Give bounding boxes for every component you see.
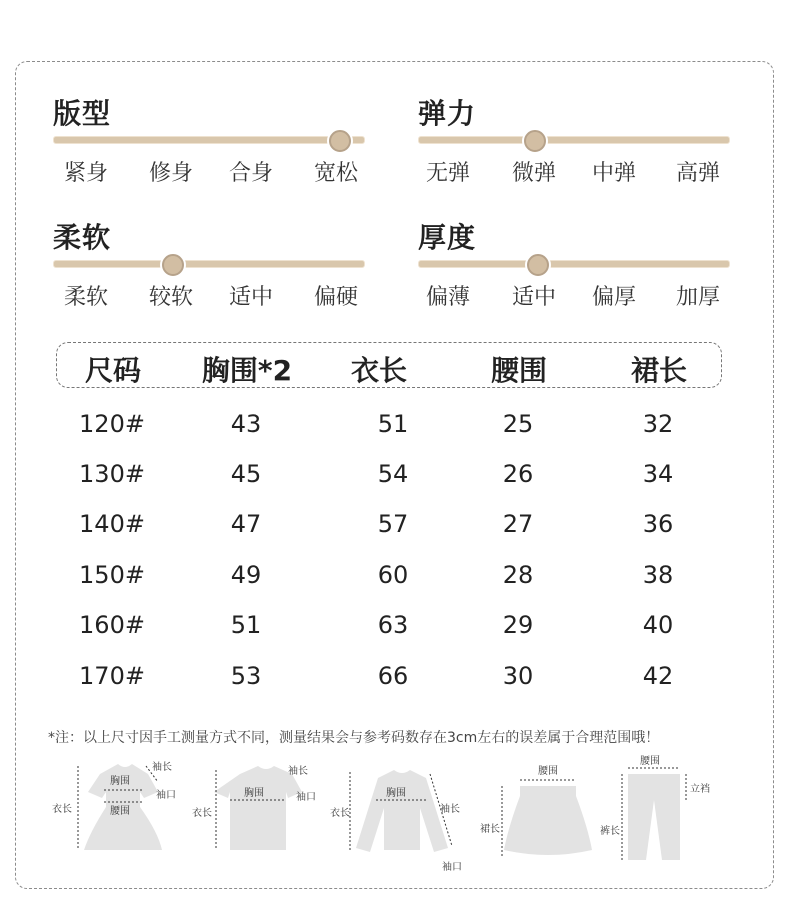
dress-sleeve-label: 袖长 bbox=[152, 762, 172, 773]
cell-chest: 53 bbox=[230, 662, 262, 690]
tshirt-sleeve-label: 袖长 bbox=[288, 766, 308, 777]
attr-thickness-knob bbox=[527, 254, 549, 276]
cell-length: 63 bbox=[377, 611, 409, 639]
dress-cuff-label: 袖口 bbox=[156, 790, 176, 801]
attr-softness-options bbox=[53, 280, 365, 310]
cell-skirt-length: 40 bbox=[642, 611, 674, 639]
cell-chest: 51 bbox=[230, 611, 262, 639]
fit-option-2: 修身 bbox=[148, 161, 194, 186]
fit-option-4: 宽松 bbox=[313, 161, 359, 186]
measurement-note: *注：以上尺寸因手工测量方式不同，测量结果会与参考码数存在3cm左右的误差属于合理范围哦！ bbox=[48, 730, 660, 746]
pants-diagram bbox=[600, 755, 710, 860]
softness-option-4: 偏硬 bbox=[313, 285, 359, 310]
size-table-header bbox=[56, 342, 722, 388]
attr-thickness-title: 厚度 bbox=[418, 221, 477, 254]
dress-length-label: 衣长 bbox=[52, 804, 72, 815]
cell-skirt-length: 32 bbox=[642, 410, 674, 438]
attr-softness-track bbox=[53, 260, 365, 268]
cell-length: 66 bbox=[377, 662, 409, 690]
tshirt-chest-label: 胸围 bbox=[244, 788, 264, 799]
stretch-option-1: 无弹 bbox=[425, 161, 471, 186]
cell-skirt-length: 42 bbox=[642, 662, 674, 690]
header-waist: 腰围 bbox=[490, 354, 548, 387]
attr-stretch-title: 弹力 bbox=[418, 97, 477, 130]
softness-option-3: 适中 bbox=[228, 285, 274, 310]
softness-option-2: 较软 bbox=[148, 285, 194, 310]
cell-chest: 49 bbox=[230, 561, 262, 589]
attr-thickness-track bbox=[418, 260, 730, 268]
header-skirt-length: 裙长 bbox=[630, 354, 688, 387]
cell-waist: 30 bbox=[502, 662, 534, 690]
thickness-option-1: 偏薄 bbox=[425, 285, 471, 310]
softness-option-1: 柔软 bbox=[63, 285, 109, 310]
cell-size: 160# bbox=[79, 611, 145, 639]
cell-size: 140# bbox=[79, 510, 145, 538]
cell-length: 51 bbox=[377, 410, 409, 438]
cell-length: 57 bbox=[377, 510, 409, 538]
attr-softness-title: 柔软 bbox=[53, 221, 112, 254]
pants-length-label: 裤长 bbox=[600, 826, 620, 837]
skirt-shape bbox=[504, 786, 592, 855]
table-row bbox=[0, 662, 790, 702]
cell-length: 54 bbox=[377, 460, 409, 488]
longsleeve-length-label: 衣长 bbox=[330, 808, 350, 819]
attr-stretch-knob bbox=[524, 130, 546, 152]
tshirt-diagram bbox=[192, 764, 316, 850]
dress-chest-label: 胸围 bbox=[110, 776, 130, 787]
tshirt-length-label: 衣长 bbox=[192, 808, 212, 819]
thickness-option-4: 加厚 bbox=[675, 285, 721, 310]
cell-size: 150# bbox=[79, 561, 145, 589]
cell-waist: 29 bbox=[502, 611, 534, 639]
pants-shape bbox=[628, 774, 680, 860]
pants-waist-label: 腰围 bbox=[640, 756, 660, 767]
attr-fit-title: 版型 bbox=[53, 97, 112, 130]
cell-skirt-length: 38 bbox=[642, 561, 674, 589]
cell-waist: 25 bbox=[502, 410, 534, 438]
cell-waist: 28 bbox=[502, 561, 534, 589]
measurement-diagrams bbox=[40, 752, 740, 876]
attr-stretch-options bbox=[418, 156, 730, 186]
stretch-option-2: 微弹 bbox=[511, 161, 557, 186]
cell-chest: 43 bbox=[230, 410, 262, 438]
cell-size: 170# bbox=[79, 662, 145, 690]
attr-softness-knob bbox=[162, 254, 184, 276]
attr-fit-track bbox=[53, 136, 365, 144]
cell-size: 130# bbox=[79, 460, 145, 488]
dress-diagram bbox=[52, 760, 176, 850]
longsleeve-diagram bbox=[330, 770, 462, 873]
cell-length: 60 bbox=[377, 561, 409, 589]
table-row bbox=[0, 410, 790, 450]
header-size: 尺码 bbox=[84, 354, 142, 387]
skirt-length-label: 裙长 bbox=[480, 824, 500, 835]
table-row bbox=[0, 611, 790, 651]
skirt-waist-label: 腰围 bbox=[538, 766, 558, 777]
dress-waist-label: 腰围 bbox=[110, 806, 130, 817]
cell-chest: 45 bbox=[230, 460, 262, 488]
header-chest: 胸围*2 bbox=[201, 354, 293, 387]
cell-size: 120# bbox=[79, 410, 145, 438]
cell-waist: 27 bbox=[502, 510, 534, 538]
attr-thickness-options bbox=[418, 280, 730, 310]
tshirt-cuff-label: 袖口 bbox=[296, 792, 316, 803]
thickness-option-3: 偏厚 bbox=[591, 285, 637, 310]
table-row bbox=[0, 460, 790, 500]
cell-chest: 47 bbox=[230, 510, 262, 538]
cell-skirt-length: 34 bbox=[642, 460, 674, 488]
stretch-option-4: 高弹 bbox=[675, 161, 721, 186]
longsleeve-sleeve-label: 袖长 bbox=[440, 804, 460, 815]
cell-waist: 26 bbox=[502, 460, 534, 488]
table-row bbox=[0, 561, 790, 601]
skirt-diagram bbox=[480, 765, 592, 856]
table-row bbox=[0, 510, 790, 550]
longsleeve-cuff-label: 袖口 bbox=[442, 862, 462, 873]
attr-fit-options bbox=[53, 156, 365, 186]
cell-skirt-length: 36 bbox=[642, 510, 674, 538]
header-length: 衣长 bbox=[350, 354, 408, 387]
tshirt-shape bbox=[214, 766, 302, 850]
attr-stretch-track bbox=[418, 136, 730, 144]
fit-option-3: 合身 bbox=[228, 161, 274, 186]
stretch-option-3: 中弹 bbox=[591, 161, 637, 186]
longsleeve-shape bbox=[356, 770, 448, 852]
longsleeve-chest-label: 胸围 bbox=[386, 788, 406, 799]
thickness-option-2: 适中 bbox=[511, 285, 557, 310]
fit-option-1: 紧身 bbox=[63, 161, 109, 186]
pants-rise-label: 立裆 bbox=[690, 784, 710, 795]
